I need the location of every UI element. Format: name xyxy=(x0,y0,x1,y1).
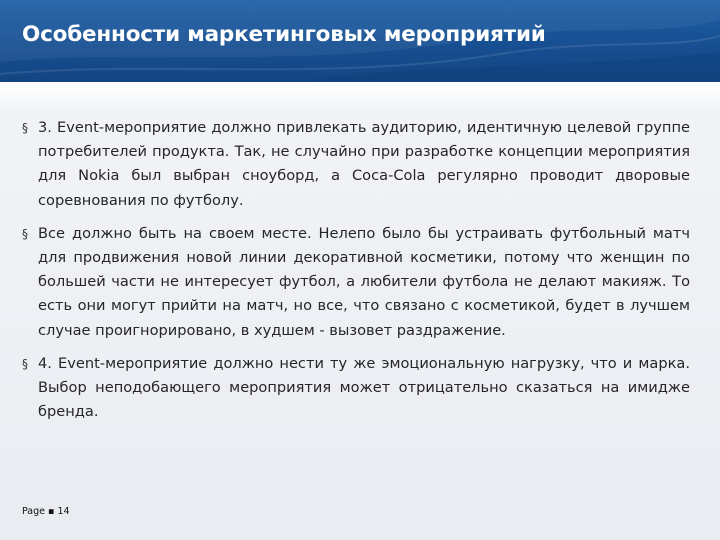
bullet-item xyxy=(22,352,690,425)
bullet-item xyxy=(22,116,690,213)
bullet-marker-icon: § xyxy=(22,121,28,135)
page-footer xyxy=(22,506,70,517)
page-number: 14 xyxy=(57,506,70,517)
slide-title: Особенности маркетинговых мероприятий xyxy=(22,22,546,47)
slide-header xyxy=(0,0,720,82)
bullet-marker-icon: § xyxy=(22,226,28,241)
bullet-text: 4. Event-мероприятие должно нести ту же эмоциональную нагрузку, что и марка. Выбор неподобающего мероприятия может отрицательно сказаться на имидже бренда. xyxy=(38,354,690,421)
bullet-list xyxy=(22,116,690,433)
bullet-text: 3. Event-мероприятие должно привлекать аудиторию, идентичную целевой группе потребителей продукта. Так, не случайно при разработке концепции мероприятия для Nokia был выбран сноуборд, а Coca-Cola регулярно проводит дворовые соревнования по футболу. xyxy=(38,119,690,209)
bullet-text: Все должно быть на своем месте. Нелепо было бы устраивать футбольный матч для продвижения новой линии декоративной косметики, потому что женщин по большей части не интересует футбол, а любители футбола не делают макияж. То есть они могут прийти на матч, но все, что связано с косметикой, будет в лучшем случае проигнорировано, в худшем - вызовет раздражение. xyxy=(38,224,690,339)
bullet-item xyxy=(22,222,690,343)
bullet-marker-icon: § xyxy=(22,356,28,371)
header-separator-band xyxy=(0,82,720,108)
page-label: Page xyxy=(22,506,45,517)
page-separator-icon: ▪ xyxy=(48,506,55,517)
